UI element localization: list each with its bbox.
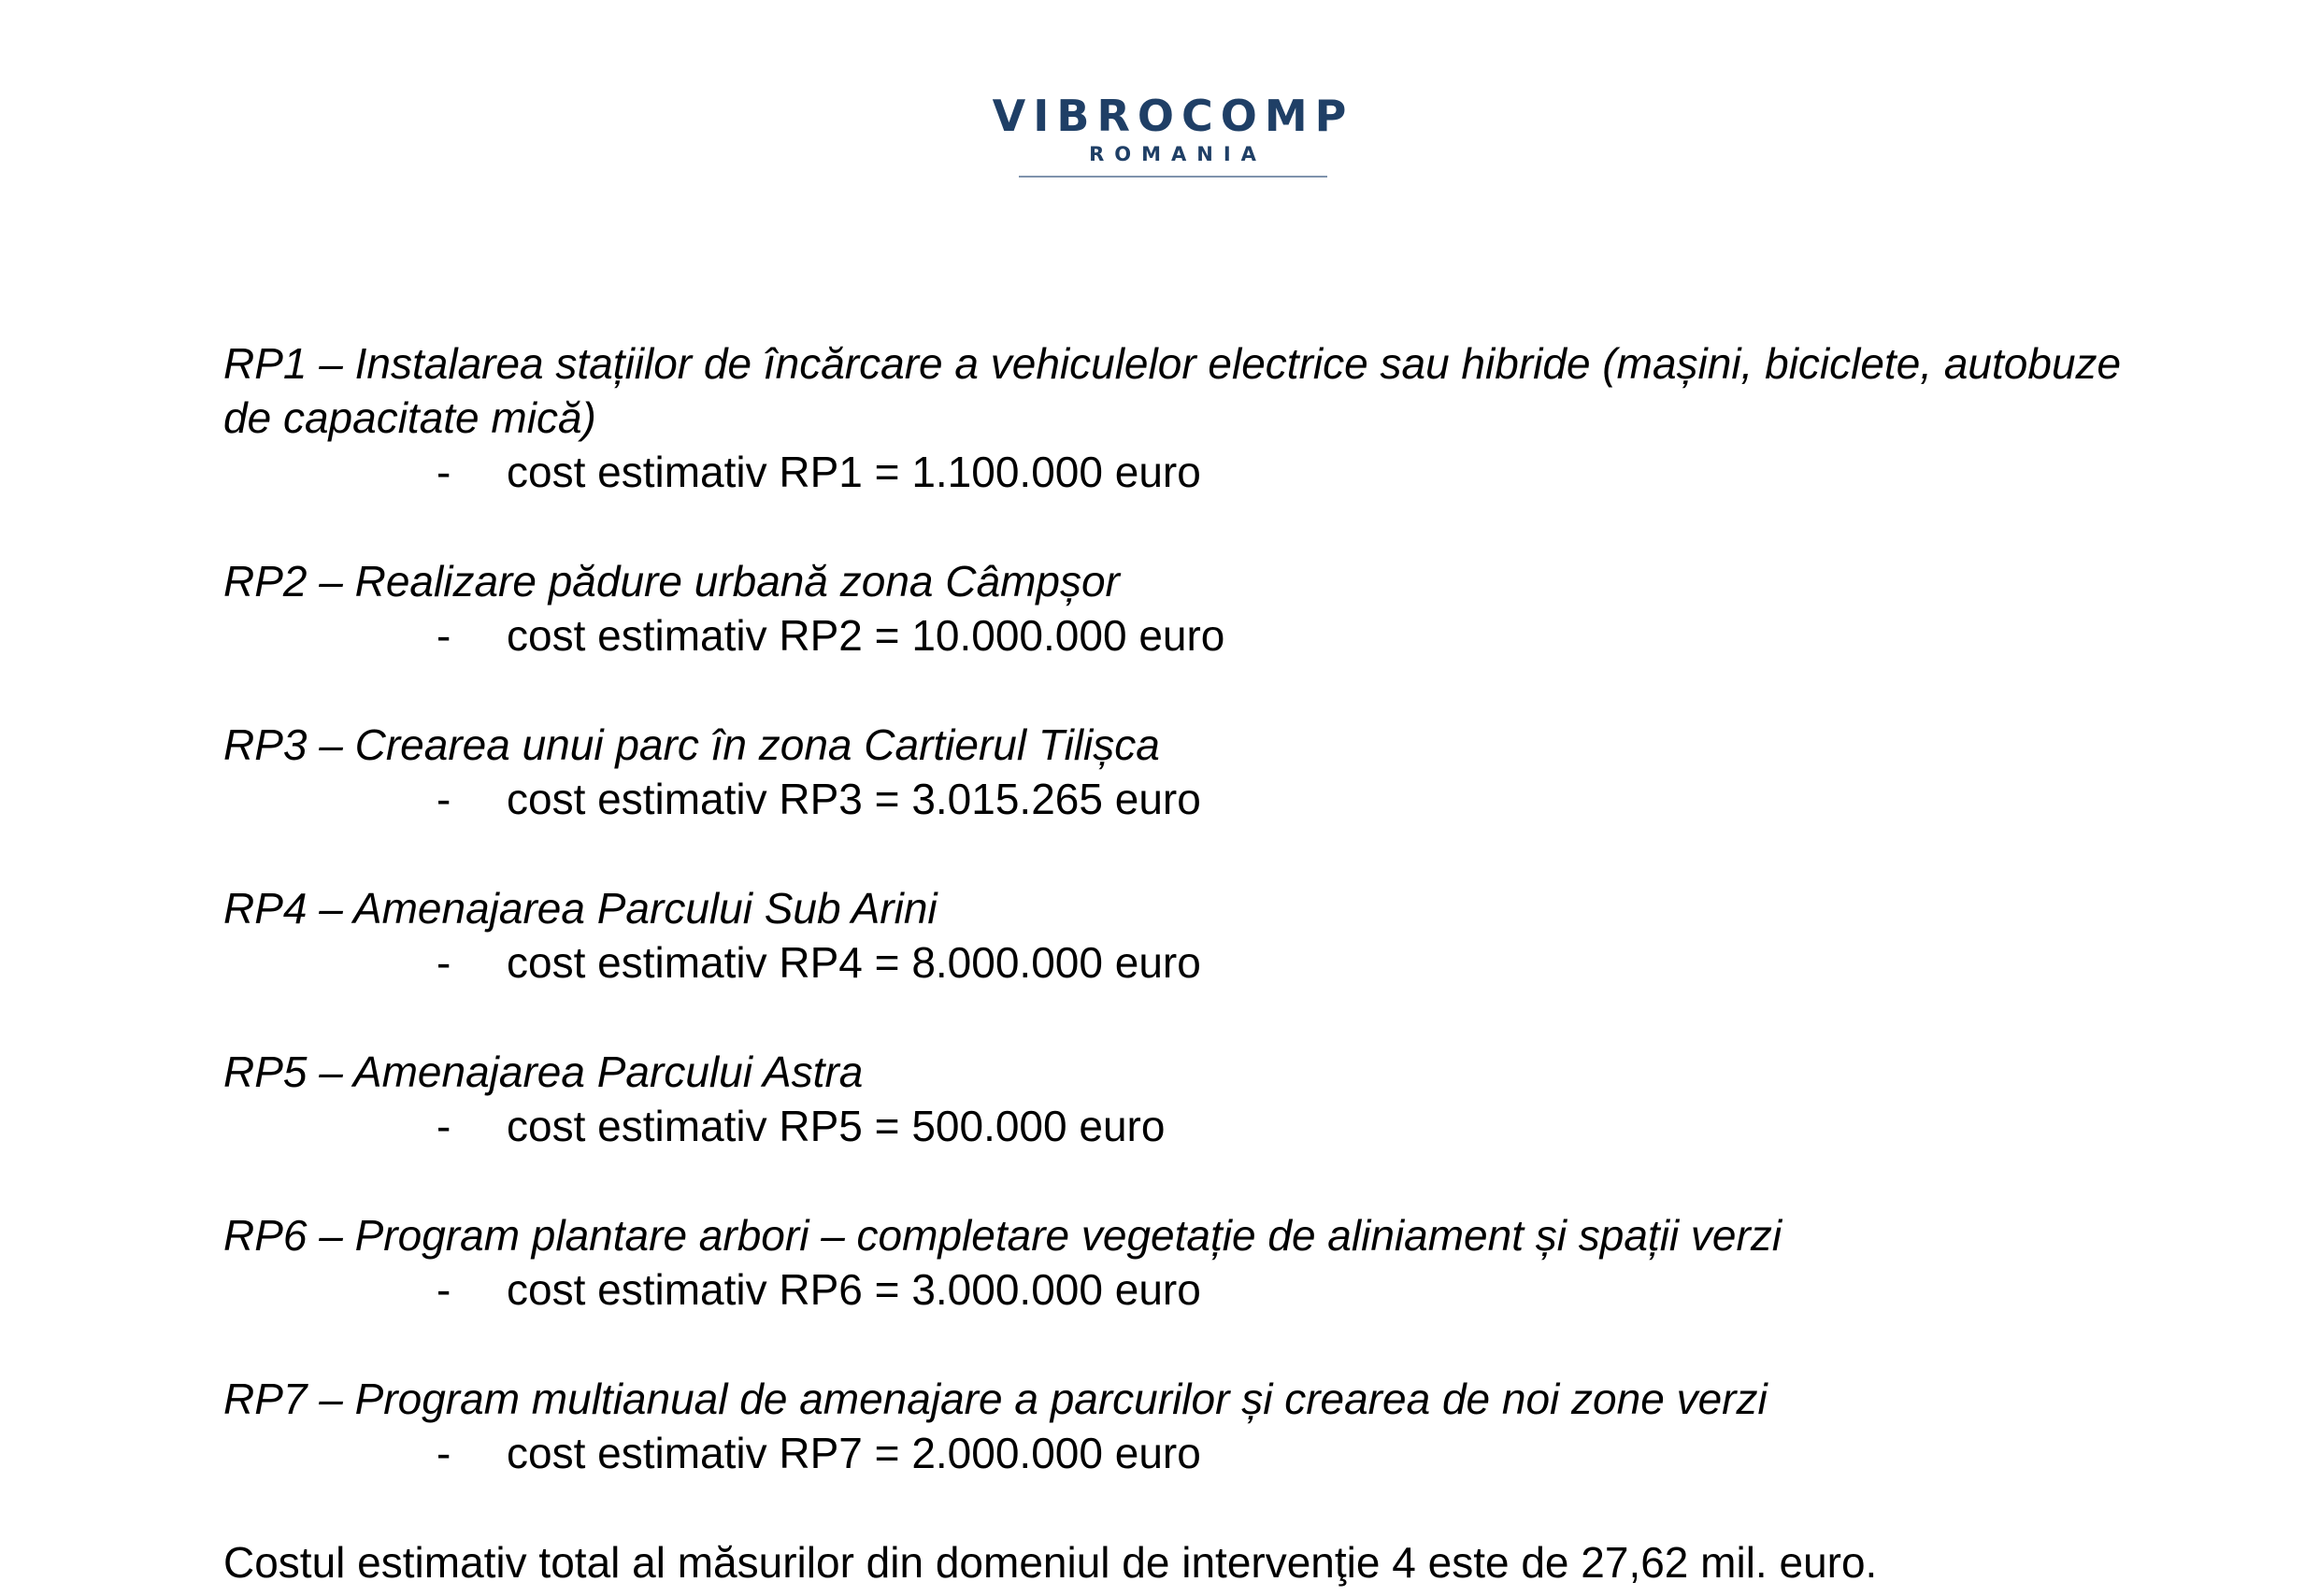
logo-wordmark: VIBROCOMP [992,91,1354,141]
bullet-dash: - [437,448,451,496]
logo-subtitle: ROMANIA [1089,143,1267,165]
item-title: RP2 – Realizare pădure urbană zona Câmpșor [223,557,1120,606]
cost-text: cost estimativ RP1 = 1.100.000 euro [507,448,1201,496]
cost-text: cost estimativ RP4 = 8.000.000 euro [507,938,1201,987]
cost-text: cost estimativ RP5 = 500.000 euro [507,1102,1166,1150]
list-item-rp4 [223,881,2177,990]
bullet-dash: - [437,611,451,660]
bullet-dash: - [437,775,451,823]
list-item-rp6 [223,1208,2177,1317]
cost-line [223,445,2177,499]
item-title: RP4 – Amenajarea Parcului Sub Arini [223,884,938,933]
item-title: RP3 – Crearea unui parc în zona Cartierul Tilișca [223,720,1160,769]
cost-text: cost estimativ RP2 = 10.000.000 euro [507,611,1225,660]
total-cost-summary: Costul estimativ total al măsurilor din domeniul de intervenţie 4 este de 27,62 mil. euro. [223,1538,1878,1587]
vibrocomp-logo [963,93,1383,187]
cost-line [223,772,2177,826]
document-body [223,336,2177,1589]
cost-line [223,1262,2177,1317]
list-item-rp7 [223,1372,2177,1480]
cost-line [223,608,2177,663]
item-title: RP7 – Program multianual de amenajare a parcurilor și crearea de noi zone verzi [223,1375,1768,1423]
bullet-dash: - [437,938,451,987]
cost-text: cost estimativ RP7 = 2.000.000 euro [507,1429,1201,1477]
list-item-rp3 [223,718,2177,826]
list-item-rp5 [223,1045,2177,1153]
bullet-dash: - [437,1429,451,1477]
cost-text: cost estimativ RP3 = 3.015.265 euro [507,775,1201,823]
cost-line [223,935,2177,990]
list-item-rp2 [223,554,2177,663]
item-title: RP6 – Program plantare arbori – completare vegetație de aliniament și spații verzi [223,1211,1782,1260]
list-item-rp1 [223,336,2177,499]
logo-underline [1019,176,1327,178]
item-title: RP1 – Instalarea stațiilor de încărcare a vehiculelor electrice sau hibride (mașini, biciclete, autobuze de capacitate mică) [223,339,2122,442]
cost-line [223,1099,2177,1153]
cost-text: cost estimativ RP6 = 3.000.000 euro [507,1265,1201,1314]
item-title: RP5 – Amenajarea Parcului Astra [223,1047,864,1096]
cost-line [223,1426,2177,1480]
bullet-dash: - [437,1265,451,1314]
bullet-dash: - [437,1102,451,1150]
